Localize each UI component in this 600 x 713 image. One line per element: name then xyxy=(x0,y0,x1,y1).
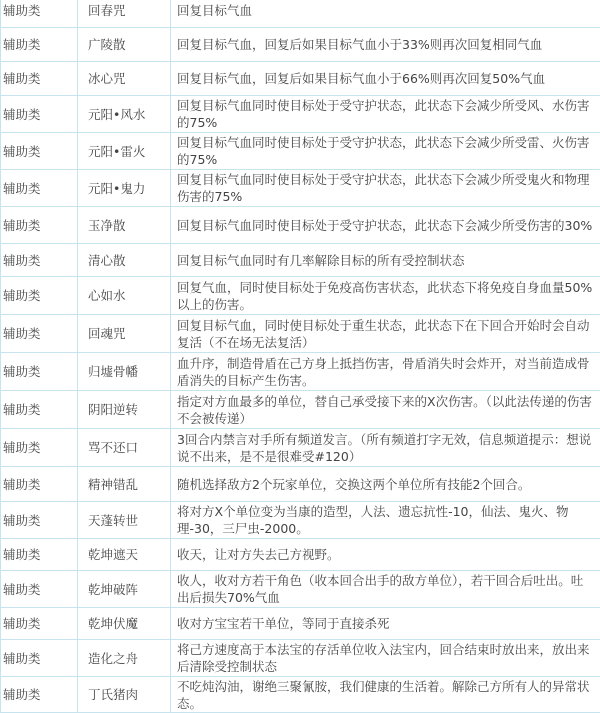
description-cell: 回复目标气血同时有几率解除目标的所有受控制状态 xyxy=(171,244,600,277)
table-row xyxy=(1,571,600,608)
category-cell: 辅助类 xyxy=(1,391,78,429)
table-row xyxy=(1,207,600,244)
description-cell: 回复目标气血，同时使目标处于重生状态，此状态下在下回合开始时会自动复活（不在场无法复活） xyxy=(171,315,600,353)
description-cell: 将对方X个单位变为当康的造型，人法、遗忘抗性-10，仙法、鬼火、物理-30，三尸虫-2000。 xyxy=(171,502,600,539)
category-cell: 辅助类 xyxy=(1,62,78,96)
category-cell: 辅助类 xyxy=(1,96,78,133)
skill-name-cell: 冰心咒 xyxy=(78,62,171,96)
skill-table-body xyxy=(1,0,600,713)
skill-name-cell: 心如水 xyxy=(78,277,171,315)
category-cell: 辅助类 xyxy=(1,640,78,677)
description-cell: 收天，让对方失去己方视野。 xyxy=(171,539,600,571)
table-row xyxy=(1,640,600,677)
table-row xyxy=(1,608,600,640)
skill-name-cell: 元阳•雷火 xyxy=(78,133,171,170)
table-row xyxy=(1,96,600,133)
category-cell: 辅助类 xyxy=(1,0,78,28)
description-cell: 回复目标气血，回复后如果目标气血小于33%则再次回复相同气血 xyxy=(171,28,600,62)
table-row xyxy=(1,429,600,467)
skill-name-cell: 丁氏猪肉 xyxy=(78,677,171,713)
skill-name-cell: 清心散 xyxy=(78,244,171,277)
skill-name-cell: 广陵散 xyxy=(78,28,171,62)
category-cell: 辅助类 xyxy=(1,467,78,502)
description-cell: 随机选择敌方2个玩家单位，交换这两个单位所有技能2个回合。 xyxy=(171,467,600,502)
skill-name-cell: 玉净散 xyxy=(78,207,171,244)
table-row xyxy=(1,315,600,353)
description-cell: 3回合内禁言对手所有频道发言。（所有频道打字无效，信息频道提示：想说说不出来，是不是很难受#120） xyxy=(171,429,600,467)
skill-name-cell: 乾坤破阵 xyxy=(78,571,171,608)
skill-name-cell: 归墟骨幡 xyxy=(78,353,171,391)
table-row xyxy=(1,539,600,571)
category-cell: 辅助类 xyxy=(1,571,78,608)
description-cell: 回复气血，同时使目标处于免疫高伤害状态，此状态下将免疫自身血量50%以上的伤害。 xyxy=(171,277,600,315)
skill-name-cell: 阴阳逆转 xyxy=(78,391,171,429)
table-row xyxy=(1,0,600,28)
skill-name-cell: 骂不还口 xyxy=(78,429,171,467)
description-cell: 将己方速度高于本法宝的存活单位收入法宝内，回合结束时放出来，放出来后清除受控制状态 xyxy=(171,640,600,677)
skill-name-cell: 乾坤伏魔 xyxy=(78,608,171,640)
skill-name-cell: 回魂咒 xyxy=(78,315,171,353)
category-cell: 辅助类 xyxy=(1,677,78,713)
description-cell: 指定对方血最多的单位，替自己承受接下来的X次伤害。（以此法传递的伤害不会被传递） xyxy=(171,391,600,429)
category-cell: 辅助类 xyxy=(1,244,78,277)
category-cell: 辅助类 xyxy=(1,277,78,315)
category-cell: 辅助类 xyxy=(1,539,78,571)
table-row xyxy=(1,467,600,502)
table-row xyxy=(1,244,600,277)
description-cell: 血升序，制造骨盾在己方身上抵挡伤害，骨盾消失时会炸开，对当前造成骨盾消失的目标产生伤害。 xyxy=(171,353,600,391)
description-cell: 回复目标气血同时使目标处于受守护状态，此状态下会减少所受雷、火伤害的75% xyxy=(171,133,600,170)
description-cell: 收对方宝宝若干单位，等同于直接杀死 xyxy=(171,608,600,640)
table-row xyxy=(1,62,600,96)
description-cell: 收人，收对方若干角色（收本回合出手的敌方单位），若干回合后吐出。吐出后损失70%气血 xyxy=(171,571,600,608)
category-cell: 辅助类 xyxy=(1,502,78,539)
description-cell: 回复目标气血，回复后如果目标气血小于66%则再次回复50%气血 xyxy=(171,62,600,96)
skill-name-cell: 乾坤遮天 xyxy=(78,539,171,571)
skill-name-cell: 元阳•鬼力 xyxy=(78,170,171,207)
skill-name-cell: 造化之舟 xyxy=(78,640,171,677)
skill-name-cell: 元阳•风水 xyxy=(78,96,171,133)
category-cell: 辅助类 xyxy=(1,608,78,640)
description-cell: 回复目标气血同时使目标处于受守护状态，此状态下会减少所受鬼火和物理伤害的75% xyxy=(171,170,600,207)
category-cell: 辅助类 xyxy=(1,353,78,391)
table-row xyxy=(1,391,600,429)
description-cell: 回复目标气血同时使目标处于受守护状态，此状态下会减少所受风、水伤害的75% xyxy=(171,96,600,133)
description-cell: 回复目标气血同时使目标处于受守护状态，此状态下会减少所受伤害的30% xyxy=(171,207,600,244)
category-cell: 辅助类 xyxy=(1,133,78,170)
table-row xyxy=(1,502,600,539)
skill-name-cell: 天蓬转世 xyxy=(78,502,171,539)
table-row xyxy=(1,277,600,315)
category-cell: 辅助类 xyxy=(1,170,78,207)
category-cell: 辅助类 xyxy=(1,207,78,244)
table-row xyxy=(1,133,600,170)
category-cell: 辅助类 xyxy=(1,315,78,353)
table-row xyxy=(1,677,600,713)
description-cell: 不吃炖沟油，谢绝三聚氰胺，我们健康的生活着。解除己方所有人的异常状态。 xyxy=(171,677,600,713)
table-row xyxy=(1,170,600,207)
description-cell: 回复目标气血 xyxy=(171,0,600,28)
category-cell: 辅助类 xyxy=(1,28,78,62)
skill-name-cell: 精神错乱 xyxy=(78,467,171,502)
category-cell: 辅助类 xyxy=(1,429,78,467)
table-row xyxy=(1,28,600,62)
skill-name-cell: 回春咒 xyxy=(78,0,171,28)
table-row xyxy=(1,353,600,391)
